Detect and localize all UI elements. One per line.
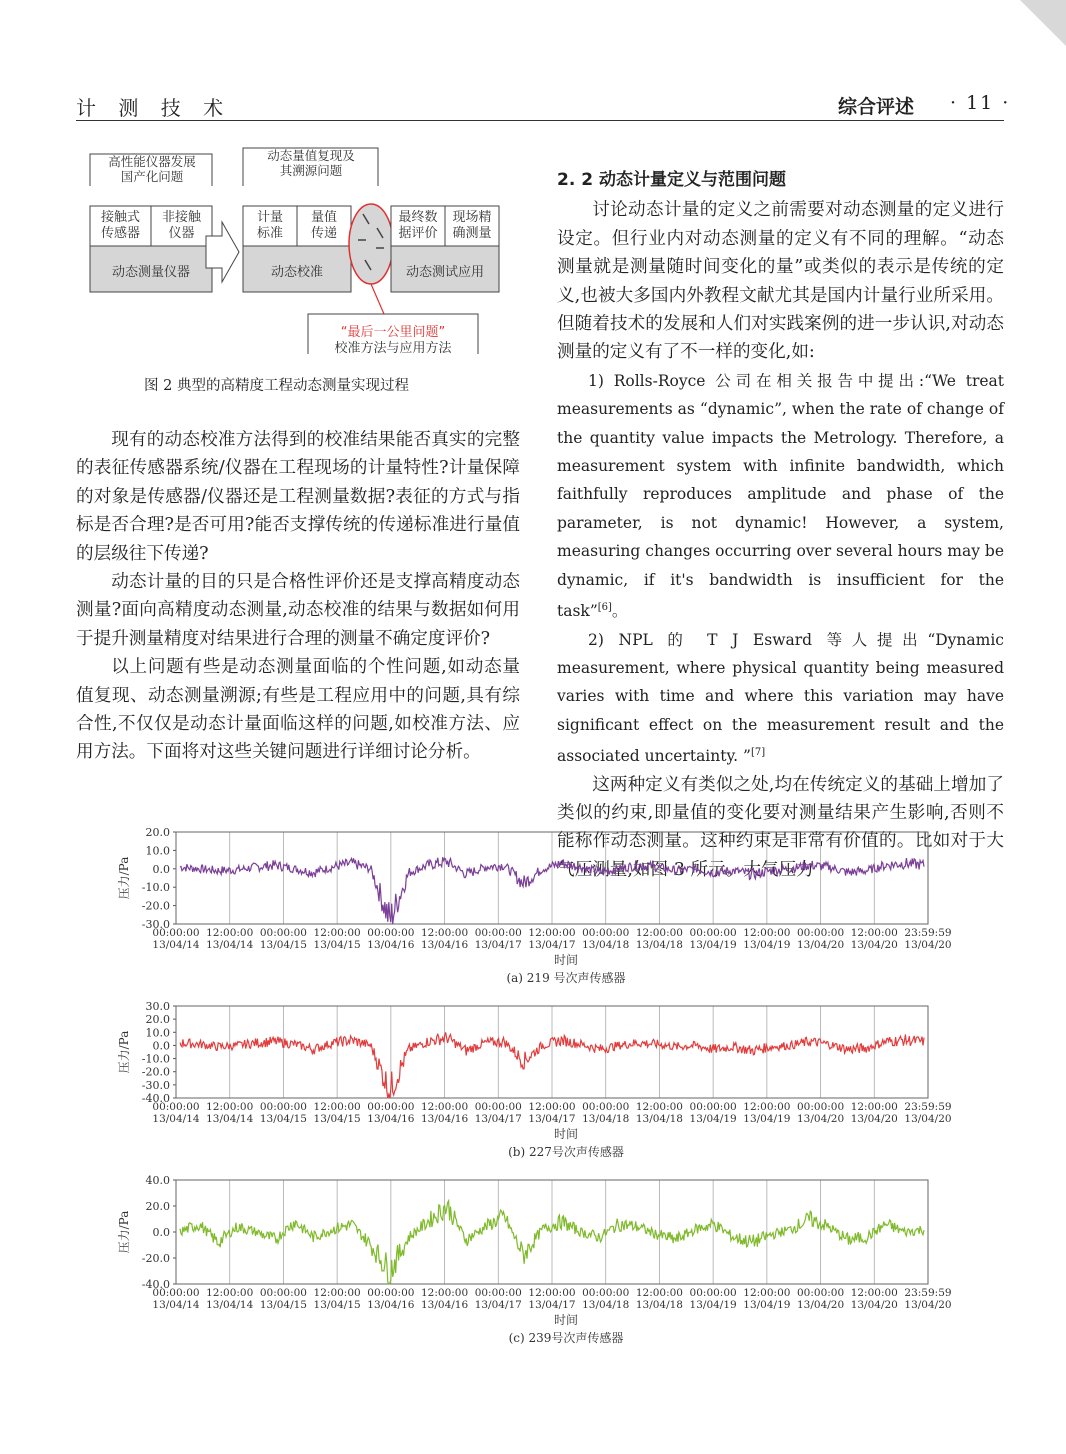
x-tick-label: 00:00:00	[367, 1101, 415, 1113]
x-tick-label: 13/04/17	[528, 1113, 576, 1125]
subfigure-caption: (a) 219 号次声传感器	[506, 971, 626, 985]
x-tick-label: 00:00:00	[152, 927, 200, 939]
subfigure-caption: (c) 239号次声传感器	[508, 1331, 624, 1345]
quote-text: 1) Rolls-Royce 公司在相关报告中提出:“We treat measurements as “dynamic”, when the rate of change of the quantity value impacts the Metrology. Therefore, a measurement system with infinite bandwidth, which faithfully reproduces amplitude and phase of the parameter, is not dynamic! However, a system, measuring changes occurring over several hours may be dynamic, if it's bandwidth is insufficient for the task”	[557, 371, 1004, 621]
x-tick-label: 12:00:00	[420, 1101, 469, 1113]
paragraph-rolls-royce	[557, 367, 1004, 626]
x-tick-label: 00:00:00	[259, 927, 308, 939]
x-tick-label: 12:00:00	[850, 1287, 898, 1299]
y-tick-label: 0.0	[152, 862, 170, 876]
x-tick-label: 13/04/18	[582, 1299, 630, 1311]
x-tick-label: 12:00:00	[850, 1101, 898, 1113]
cell-measurement-standard: 计量 标准	[256, 210, 283, 241]
x-tick-label: 13/04/19	[689, 1113, 737, 1125]
x-tick-label: 13/04/19	[743, 1299, 791, 1311]
x-tick-label: 12:00:00	[420, 927, 469, 939]
y-tick-label: -30.0	[141, 918, 170, 931]
journal-name: 计 测 技 术	[76, 96, 232, 120]
y-tick-label: 20.0	[145, 826, 170, 839]
last-mile-title: “最后一公里问题”	[340, 325, 446, 340]
x-tick-label: 00:00:00	[796, 927, 845, 939]
cell-measurement-instrument: 动态测量仪器	[111, 265, 190, 280]
x-tick-label: 12:00:00	[313, 927, 361, 939]
x-tick-label: 13/04/18	[635, 1113, 684, 1125]
cell-noncontact-instrument: 非接触 仪器	[161, 210, 201, 241]
x-tick-label: 00:00:00	[796, 1287, 845, 1299]
x-tick-label: 12:00:00	[206, 927, 254, 939]
x-tick-label: 13/04/14	[152, 1299, 200, 1311]
x-tick-label: 00:00:00	[474, 927, 522, 939]
x-tick-label: 00:00:00	[152, 1287, 200, 1299]
x-tick-label: 13/04/14	[206, 939, 254, 951]
x-axis-label: 时间	[553, 1127, 579, 1141]
y-tick-label: -20.0	[141, 1065, 170, 1079]
paragraph-npl	[557, 626, 1004, 771]
x-tick-label: 13/04/14	[206, 1299, 254, 1311]
x-tick-label: 12:00:00	[635, 1287, 684, 1299]
x-tick-label: 13/04/17	[474, 1299, 522, 1311]
cell-contact-sensor: 接触式 传感器	[100, 210, 140, 241]
figure-2-labels	[86, 140, 506, 365]
y-tick-label: -10.0	[141, 881, 170, 895]
x-tick-label: 12:00:00	[206, 1287, 254, 1299]
x-tick-label: 13/04/19	[689, 939, 737, 951]
x-tick-label: 13/04/15	[259, 1299, 308, 1311]
x-tick-label: 13/04/16	[420, 1113, 469, 1125]
y-tick-label: 20.0	[145, 1200, 170, 1213]
x-tick-label: 13/04/16	[420, 939, 469, 951]
x-tick-label: 13/04/20	[850, 1113, 898, 1125]
x-tick-label: 13/04/14	[152, 1113, 200, 1125]
x-tick-label: 13/04/19	[689, 1299, 737, 1311]
x-tick-label: 00:00:00	[689, 1101, 737, 1113]
cell-dynamic-calibration: 动态校准	[270, 265, 323, 280]
x-tick-label: 23:59:59	[904, 1287, 952, 1299]
x-tick-label: 13/04/20	[796, 1299, 845, 1311]
x-tick-label: 13/04/17	[474, 939, 522, 951]
left-column	[76, 426, 520, 767]
figure-2-caption: 图 2 典型的高精度工程动态测量实现过程	[144, 378, 409, 394]
x-tick-label: 00:00:00	[582, 927, 630, 939]
y-tick-label: 10.0	[145, 844, 170, 858]
box2-label: 动态量值复现及 其溯源问题	[267, 148, 355, 178]
x-tick-label: 13/04/20	[904, 1113, 952, 1125]
x-tick-label: 13/04/18	[635, 1299, 684, 1311]
section-name: 综合评述	[838, 96, 915, 118]
x-tick-label: 00:00:00	[582, 1101, 630, 1113]
x-tick-label: 13/04/19	[743, 1113, 791, 1125]
paragraph: 讨论动态计量的定义之前需要对动态测量的定义进行设定。但行业内对动态测量的定义有不同的理解。“动态测量就是测量随时间变化的量”或类似的表示是传统的定义,也被大多国内外教程文献尤其是国内计量行业所采用。但随着技术的发展和人们对实践案例的进一步认识,对动态测量的定义有了不一样的变化,如:	[557, 200, 1004, 363]
y-axis-label: 压力/Pa	[117, 1030, 131, 1074]
x-tick-label: 00:00:00	[474, 1287, 522, 1299]
page-number: · 11 ·	[950, 92, 1011, 114]
x-tick-label: 13/04/16	[367, 939, 415, 951]
y-tick-label: 0.0	[152, 1039, 170, 1053]
figure-3-charts	[110, 824, 970, 1354]
cell-value-transfer: 量值 传递	[310, 210, 337, 241]
y-tick-label: 40.0	[145, 1174, 170, 1187]
x-axis-label: 时间	[553, 1313, 579, 1327]
paragraph: 现有的动态校准方法得到的校准结果能否真实的完整的表征传感器系统/仪器在工程现场的计量特性?计量保障的对象是传感器/仪器还是工程测量数据?表征的方式与指标是否合理?是否可用?能否支撑传统的传递标准进行量值的层级往下传递?	[76, 430, 520, 564]
y-tick-label: -40.0	[141, 1092, 170, 1105]
x-tick-label: 00:00:00	[367, 927, 415, 939]
box1-label: 高性能仪器发展 国产化问题	[108, 154, 196, 184]
right-column	[557, 166, 1004, 884]
x-tick-label: 13/04/16	[367, 1113, 415, 1125]
y-axis-label: 压力/Pa	[117, 856, 131, 900]
y-tick-label: 10.0	[145, 1026, 170, 1040]
y-axis-label: 压力/Pa	[117, 1210, 131, 1254]
x-tick-label: 00:00:00	[367, 1287, 415, 1299]
x-tick-label: 12:00:00	[528, 927, 576, 939]
x-tick-label: 12:00:00	[206, 1101, 254, 1113]
page-corner-fold	[1020, 0, 1066, 46]
citation-ref: [7]	[750, 747, 766, 759]
x-tick-label: 13/04/15	[313, 1299, 361, 1311]
x-tick-label: 13/04/17	[528, 1299, 576, 1311]
paragraph: 这两种定义有类似之处,均在传统定义的基础上增加了类似的约束,即量值的变化要对测量结果产生影响,否则不能称作动态测量。这种约束是非常有价值的。比如对于大气压测量,如图 3 所示。大气压力	[557, 774, 1004, 880]
y-tick-label: -30.0	[141, 1078, 170, 1092]
x-tick-label: 12:00:00	[420, 1287, 469, 1299]
x-tick-label: 12:00:00	[850, 927, 898, 939]
x-tick-label: 12:00:00	[743, 1101, 791, 1113]
x-tick-label: 12:00:00	[313, 1287, 361, 1299]
x-tick-label: 12:00:00	[635, 927, 684, 939]
x-tick-label: 13/04/16	[420, 1299, 469, 1311]
paragraph: 以上问题有些是动态测量面临的个性问题,如动态量值复现、动态测量溯源;有些是工程应用中的问题,具有综合性,不仅仅是动态计量面临这样的问题,如校准方法、应用方法。下面将对这些关键问题进行详细讨论分析。	[76, 657, 520, 763]
y-tick-label: -40.0	[141, 1278, 170, 1291]
period: 。	[611, 602, 628, 621]
y-tick-label: -10.0	[141, 1052, 170, 1066]
cell-dynamic-test-application: 动态测试应用	[405, 265, 484, 280]
y-tick-label: -20.0	[141, 899, 170, 913]
x-tick-label: 12:00:00	[313, 1101, 361, 1113]
x-tick-label: 13/04/20	[850, 1299, 898, 1311]
x-tick-label: 00:00:00	[474, 1101, 522, 1113]
x-tick-label: 13/04/20	[796, 939, 845, 951]
subfigure-caption: (b) 227号次声传感器	[508, 1145, 624, 1159]
header-rule	[76, 120, 1004, 121]
x-axis-label: 时间	[553, 953, 579, 967]
paragraph: 动态计量的目的只是合格性评价还是支撑高精度动态测量?面向高精度动态测量,动态校准的结果与数据如何用于提升测量精度对结果进行合理的测量不确定度评价?	[76, 572, 520, 649]
x-tick-label: 12:00:00	[743, 1287, 791, 1299]
last-mile-subtitle: 校准方法与应用方法	[334, 341, 452, 356]
section-heading: 2. 2 动态计量定义与范围问题	[557, 170, 786, 190]
x-tick-label: 00:00:00	[796, 1101, 845, 1113]
x-tick-label: 12:00:00	[528, 1101, 576, 1113]
x-tick-label: 13/04/20	[850, 939, 898, 951]
citation-ref: [6]	[597, 602, 612, 614]
x-tick-label: 00:00:00	[689, 927, 737, 939]
x-tick-label: 13/04/14	[152, 939, 200, 951]
x-tick-label: 12:00:00	[743, 927, 791, 939]
x-tick-label: 00:00:00	[689, 1287, 737, 1299]
x-tick-label: 00:00:00	[259, 1287, 308, 1299]
x-tick-label: 13/04/17	[528, 939, 576, 951]
x-tick-label: 13/04/20	[796, 1113, 845, 1125]
x-tick-label: 13/04/20	[904, 939, 952, 951]
x-tick-label: 13/04/18	[582, 939, 630, 951]
quote-text: 2) NPL 的 T J Esward 等人提出“Dynamic measurement, where physical quantity being measured varies with time and where this variation may have significant effect on the measurement result and the associated uncertainty. ”	[557, 630, 1004, 766]
x-tick-label: 13/04/17	[474, 1113, 522, 1125]
cell-field-measurement: 现场精 确测量	[452, 210, 492, 241]
x-tick-label: 12:00:00	[635, 1101, 684, 1113]
x-tick-label: 13/04/15	[259, 1113, 308, 1125]
x-tick-label: 00:00:00	[582, 1287, 630, 1299]
x-tick-label: 13/04/18	[635, 939, 684, 951]
x-tick-label: 23:59:59	[904, 1101, 952, 1113]
x-tick-label: 00:00:00	[259, 1101, 308, 1113]
x-tick-label: 13/04/20	[904, 1299, 952, 1311]
x-tick-label: 13/04/15	[313, 1113, 361, 1125]
x-tick-label: 13/04/16	[367, 1299, 415, 1311]
x-tick-label: 13/04/15	[259, 939, 308, 951]
x-tick-label: 13/04/19	[743, 939, 791, 951]
y-tick-label: 20.0	[145, 1013, 170, 1027]
x-tick-label: 23:59:59	[904, 927, 952, 939]
y-tick-label: 30.0	[145, 1000, 170, 1013]
x-tick-label: 13/04/18	[582, 1113, 630, 1125]
y-tick-label: 0.0	[152, 1226, 170, 1239]
x-tick-label: 13/04/14	[206, 1113, 254, 1125]
y-tick-label: -20.0	[141, 1252, 170, 1265]
cell-final-data-evaluation: 最终数 据评价	[398, 210, 438, 241]
x-tick-label: 00:00:00	[152, 1101, 200, 1113]
x-tick-label: 13/04/15	[313, 939, 361, 951]
x-tick-label: 12:00:00	[528, 1287, 576, 1299]
